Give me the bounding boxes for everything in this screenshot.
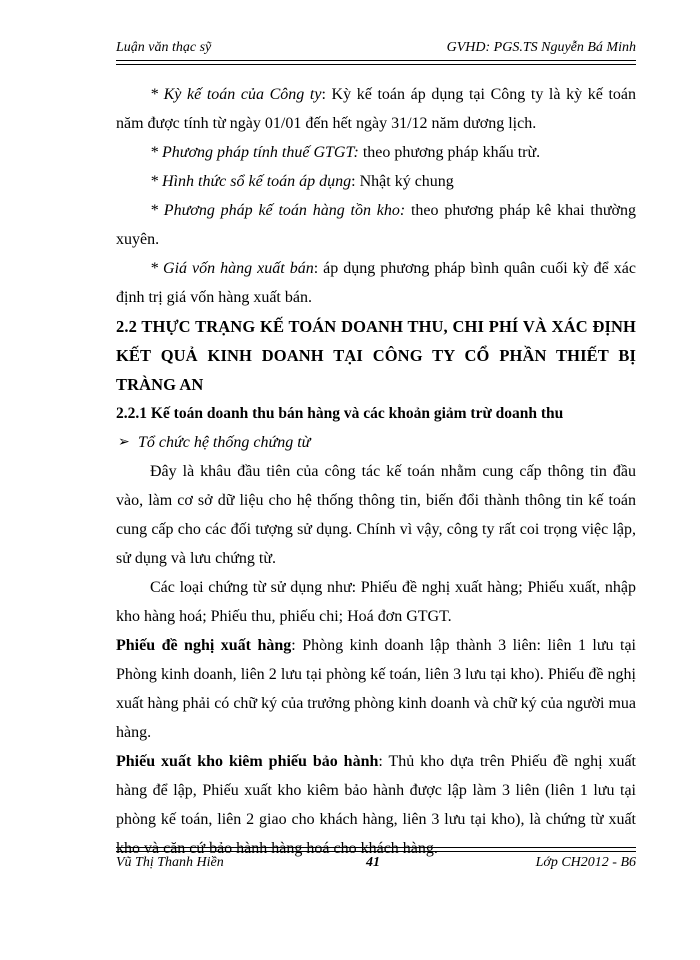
text-cost-of-goods: : áp dụng phương pháp bình quân cuối kỳ để xác định trị giá vốn hàng xuất bán. xyxy=(116,260,636,306)
paragraph-document-types: Các loại chứng từ sử dụng như: Phiếu đề nghị xuất hàng; Phiếu xuất, nhập kho hàng hoá; Phiếu thu, phiếu chi; Hoá đơn GTGT. xyxy=(116,579,636,625)
bullet-text: Tổ chức hệ thống chứng từ xyxy=(138,434,311,451)
label-cost-of-goods: * Giá vốn hàng xuất bán xyxy=(150,260,314,277)
label-inventory-method: * Phương pháp kế toán hàng tồn kho: xyxy=(150,202,406,219)
label-bookkeeping-form: * Hình thức sổ kế toán áp dụng xyxy=(150,173,352,190)
text-bookkeeping-form: : Nhật ký chung xyxy=(351,173,454,190)
header-rule xyxy=(116,60,636,65)
label-warehouse-slip: Phiếu xuất kho kiêm phiếu bảo hành xyxy=(116,753,379,770)
header-advisor: GVHD: PGS.TS Nguyễn Bá Minh xyxy=(446,40,636,55)
paragraph-vat-method xyxy=(116,138,636,167)
page-header xyxy=(116,40,636,60)
page-body xyxy=(116,80,636,863)
label-delivery-request: Phiếu đề nghị xuất hàng xyxy=(116,637,292,654)
arrow-bullet-icon: ➢ xyxy=(118,435,130,450)
section-heading-2-2: 2.2 THỰC TRẠNG KẾ TOÁN DOANH THU, CHI PHÍ VÀ XÁC ĐỊNH KẾT QUẢ KINH DOANH TẠI CÔNG TY CỔ PHẦN THIẾT BỊ TRÀNG AN xyxy=(116,317,636,394)
text-vat-method: theo phương pháp khấu trừ. xyxy=(358,144,541,161)
paragraph-warehouse-slip xyxy=(116,747,636,863)
subsection-heading-2-2-1: 2.2.1 Kế toán doanh thu bán hàng và các khoản giảm trừ doanh thu xyxy=(116,405,564,422)
text-warehouse-slip: : Thủ kho dựa trên Phiếu đề nghị xuất hàng để lập, Phiếu xuất kho kiêm bảo hành được lập làm 3 liên (liên 1 lưu tại phòng kế toán, liên 2 giao cho khách hàng, liên 3 lưu tại kho), là chứng từ xuất kho và căn cứ bảo hành hàng hoá cho khách hàng. xyxy=(116,753,636,857)
text-accounting-period: : Kỳ kế toán áp dụng tại Công ty là kỳ kế toán năm được tính từ ngày 01/01 đến hết ngày 31/12 năm dương lịch. xyxy=(116,86,636,132)
paragraph-accounting-period xyxy=(116,80,636,138)
label-vat-method: * Phương pháp tính thuế GTGT: xyxy=(150,144,359,161)
footer-author: Vũ Thị Thanh Hiền xyxy=(116,855,224,870)
paragraph-bookkeeping-form xyxy=(116,167,636,196)
label-accounting-period: * Kỳ kế toán của Công ty xyxy=(150,86,322,103)
paragraph-intro: Đây là khâu đầu tiên của công tác kế toán nhằm cung cấp thông tin đầu vào, làm cơ sở dữ liệu cho hệ thống thông tin, biến đổi thành thông tin kế toán cung cấp cho các đối tượng sử dụng. Chính vì vậy, công ty rất coi trọng việc lập, sử dụng và lưu chứng từ. xyxy=(116,463,636,567)
page-footer xyxy=(116,855,636,875)
footer-rule xyxy=(116,847,636,852)
paragraph-delivery-request xyxy=(116,631,636,747)
paragraph-cost-of-goods xyxy=(116,254,636,312)
footer-class: Lớp CH2012 - B6 xyxy=(535,855,636,870)
text-inventory-method: theo phương pháp kê khai thường xuyên. xyxy=(116,202,637,248)
header-thesis-title: Luận văn thạc sỹ xyxy=(116,40,212,55)
paragraph-inventory-method xyxy=(116,196,636,254)
bullet-document-system xyxy=(116,428,636,457)
text-delivery-request: : Phòng kinh doanh lập thành 3 liên: liên 1 lưu tại Phòng kinh doanh, liên 2 lưu tại phòng kế toán, liên 3 lưu tại kho). Phiếu đề nghị xuất hàng phải có chữ ký của trưởng phòng kinh doanh và chữ ký của người mua hàng. xyxy=(116,637,636,741)
page-number: 41 xyxy=(366,855,380,870)
